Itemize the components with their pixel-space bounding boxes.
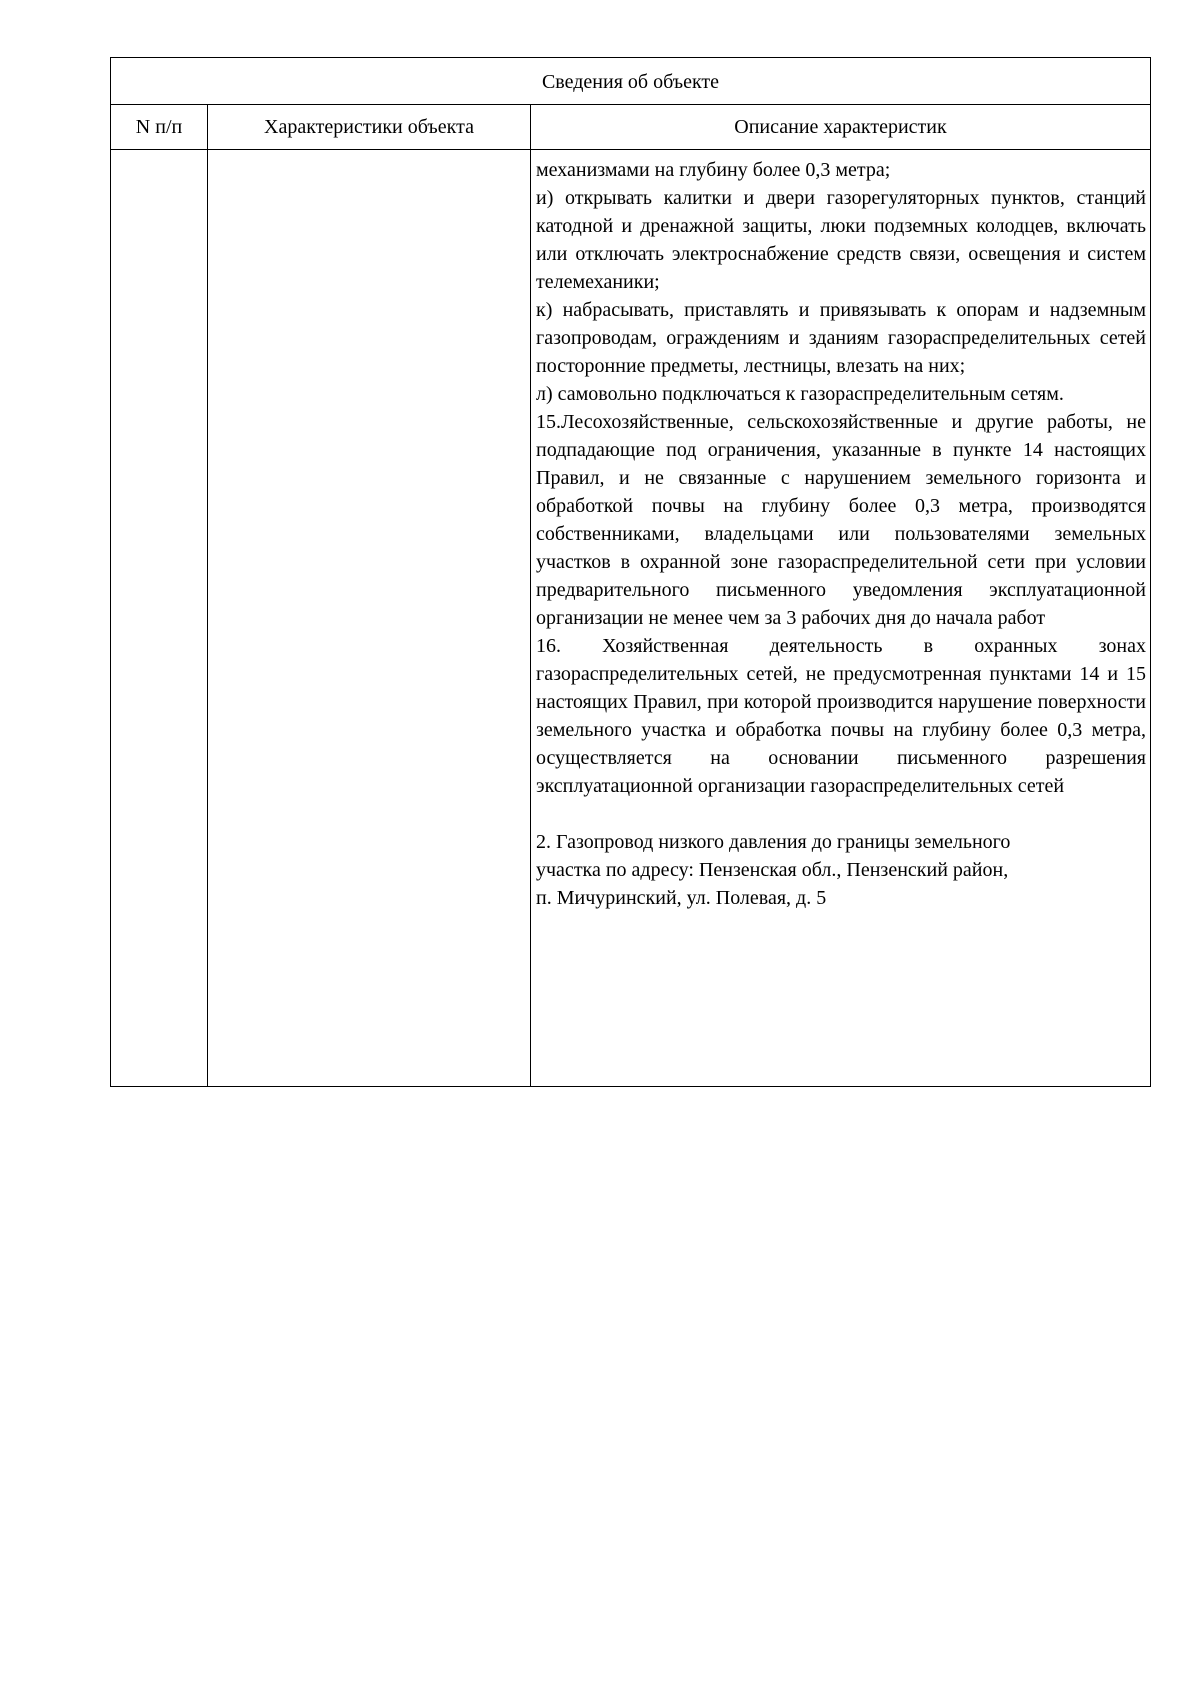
table-row (111, 150, 1151, 1087)
table-header-row (111, 105, 1151, 150)
description-paragraph-6: 16. Хозяйственная деятельность в охранных зонах газораспределительных сетей, не предусмотренная пунктами 14 и 15 настоящих Правил, при которой производится нарушение поверхности земельного участка и обработка почвы на глубину более 0,3 метра, осуществляется на основании письменного разрешения эксплуатационной организации газораспределительных сетей (536, 635, 1147, 797)
pipeline-line-3: п. Мичуринский, ул. Полевая, д. 5 (536, 887, 827, 909)
header-description: Описание характеристик (531, 105, 1151, 150)
header-number: N п/п (111, 105, 208, 150)
cell-characteristics (208, 150, 531, 1087)
description-paragraph-1: механизмами на глубину более 0,3 метра; (536, 159, 891, 181)
table-title-row (111, 58, 1151, 105)
cell-number (111, 150, 208, 1087)
description-paragraph-5: 15.Лесохозяйственные, сельскохозяйственные и другие работы, не подпадающие под ограничения, указанные в пункте 14 настоящих Правил, и не связанные с нарушением земельного горизонта и обработкой почвы на глубину более 0,3 метра, производятся собственниками, владельцами или пользователями земельных участков в охранной зоне газораспределительной сети при условии предварительного письменного уведомления эксплуатационной организации не менее чем за 3 рабочих дня до начала работ (536, 411, 1147, 629)
description-paragraph-2: и) открывать калитки и двери газорегуляторных пунктов, станций катодной и дренажной защиты, люки подземных колодцев, включать или отключать электроснабжение средств связи, освещения и систем телемеханики; (536, 187, 1147, 293)
header-characteristics: Характеристики объекта (208, 105, 531, 150)
description-spacer (536, 800, 1146, 828)
table-title: Сведения об объекте (111, 58, 1151, 105)
cell-description (531, 150, 1151, 1087)
description-paragraph-3: к) набрасывать, приставлять и привязывать к опорам и надземным газопроводам, ограждениям и зданиям газораспределительных сетей посторонние предметы, лестницы, влезать на них; (536, 299, 1147, 377)
object-info-table (110, 57, 1151, 1087)
description-paragraph-4: л) самовольно подключаться к газораспределительным сетям. (536, 383, 1064, 405)
pipeline-line-2: участка по адресу: Пензенская обл., Пензенский район, (536, 859, 1009, 881)
pipeline-line-1: 2. Газопровод низкого давления до границы земельного (536, 831, 1011, 853)
